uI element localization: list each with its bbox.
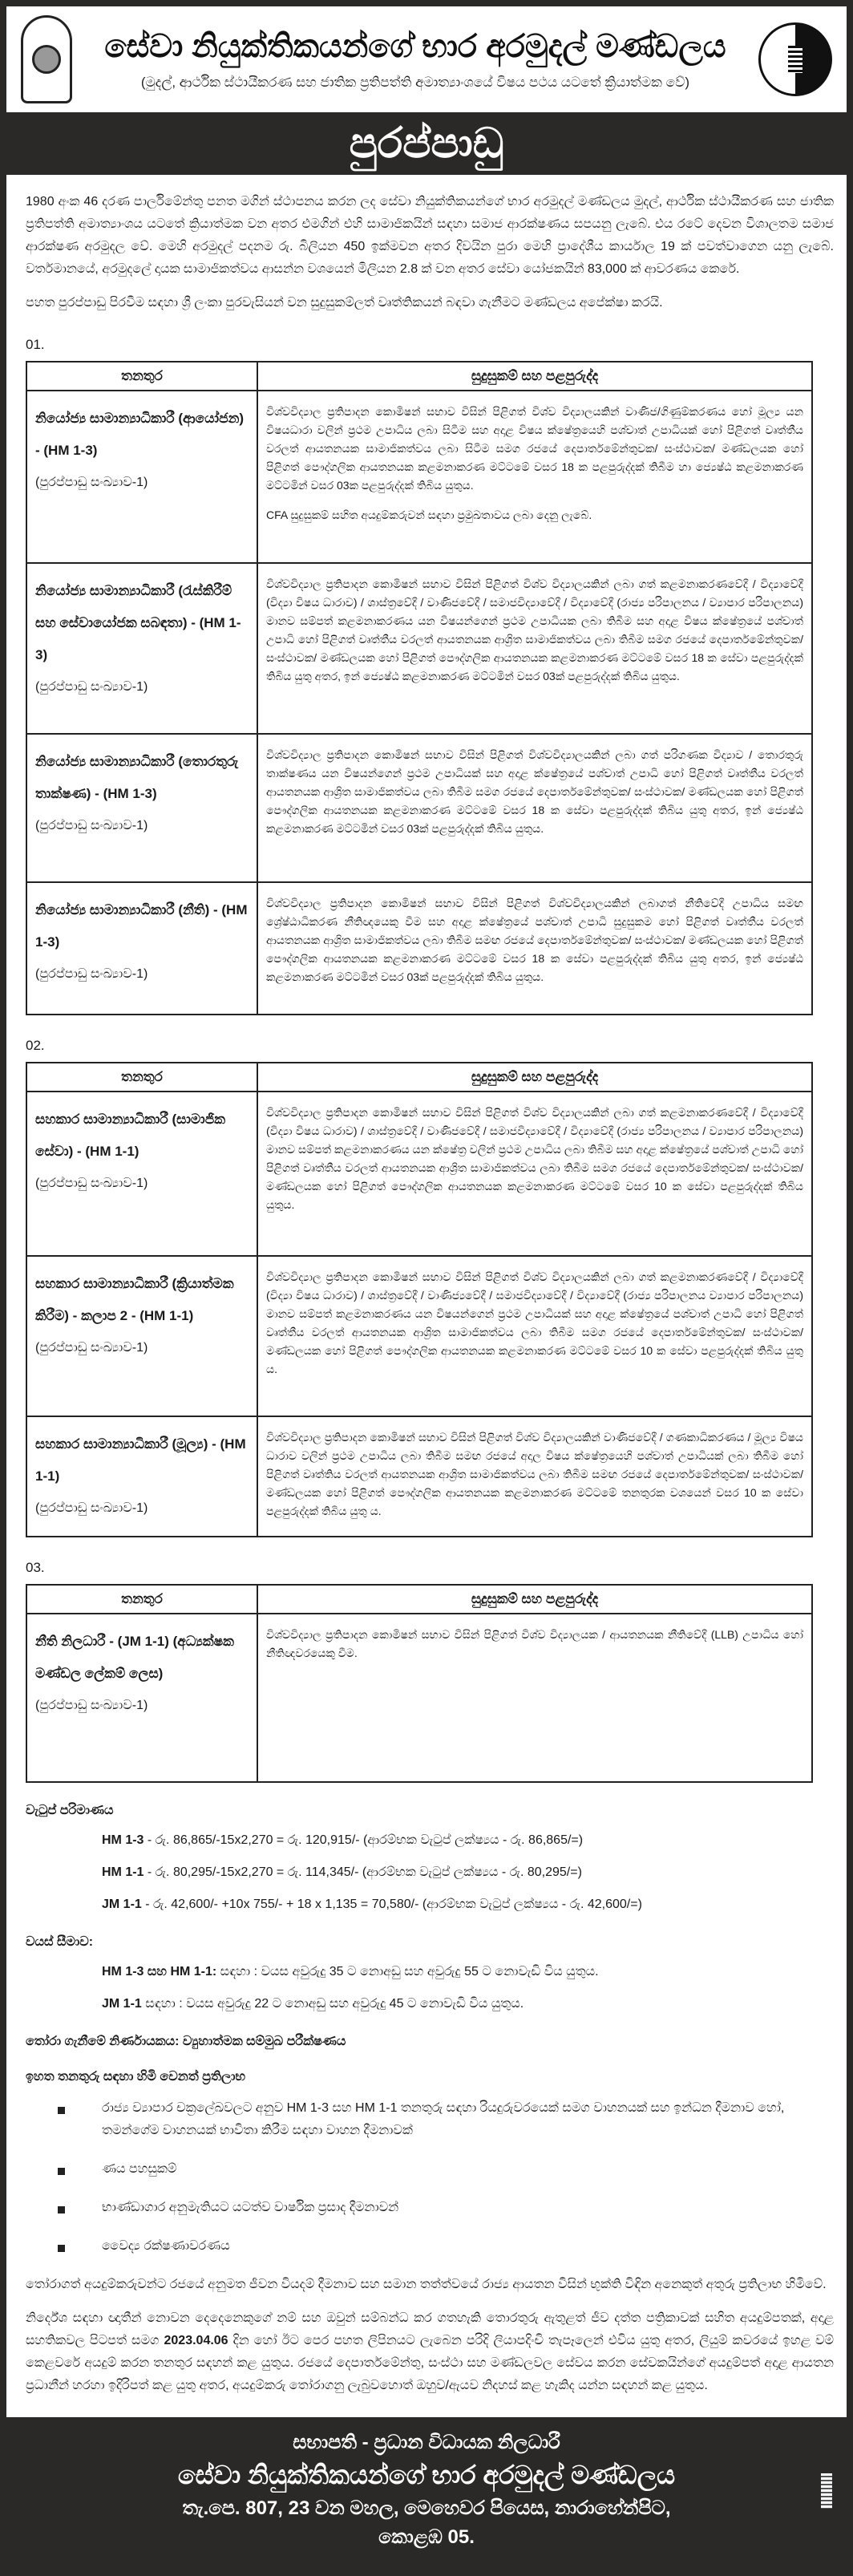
salary-line <box>102 1863 834 1882</box>
vacancy-count: (පුරප්පාඩු සංඛ්‍යාව-1) <box>35 967 148 981</box>
benefit-item: රාජ්‍ය ව්‍යාපාර චක්‍රලේඛවලට අනුව HM 1-3 සහ HM 1-1 තනතුරු සඳහා රියදුරුවරයෙක් සමග වාහනයක් සහ ඉන්ධන දීමනාව හෝ, තමන්ගේම වාහනයක් භාවිතා කිරීම සඳහා වාහන දීමනාවක් <box>58 2097 834 2142</box>
sri-lanka-emblem-icon <box>21 15 72 103</box>
section-number: 03. <box>26 1560 45 1575</box>
age-detail: සඳහා : වයස අවුරුදු 35 ට නොඅඩු සහ අවුරුදු 55 ට නොවැඩි විය යුතුය. <box>216 1965 599 1979</box>
vacancy-table <box>26 361 813 1015</box>
qualifications-text: විශ්වවිද්‍යාල ප්‍රතිපාදන කොමිෂන් සභාව විසින් පිළිගත් විශ්ව විද්‍යාලයකින් ලබා ගත් කළමනාකරණවේදී / විද්‍යාවේදී (විද්‍යා විෂය ධාරාව) / ශාස්ත්‍රවේදී / වාණිජවේදී / සමාජවිද්‍යාවේදී / විද්‍යාවේදී (රාජ්‍ය පරිපාලනය / ව්‍යාපාර පරිපාලනය) මානව සම්පත් කළමනාකරණය යන විෂයන්ගෙන් ප්‍රථම උපාධියක ලබා තිබීම සහ අදාළ විෂය ක්ෂේත්‍රයේ පශ්චාත් උපාධි හෝ පිළිගත් වෘත්තීය වරලත් ආයතනයක ආශ්‍රිත සාමාජිකත්වය ලබා තිබීම සමග රජයේ දෙපාර්තමේන්තුවක/ සංස්ථාවක/ මණ්ඩලයක හෝ පිළිගත් පෞද්ගලික ආයතනයක කළමනාකරණ මට්ටමේ වසර 18 ක සේවා පළපුරුද්දක් තිබිය යුතු අතර, ඉන් ජ්‍යෙෂ්ඨ කළමනාකරණ මට්ටමින් වසර 03ක් පළපුරුද්දක් තිබිය යුතුය. <box>266 577 803 682</box>
table-row <box>26 391 812 563</box>
column-header-position: තනතුර <box>26 1585 257 1614</box>
benefit-item: භාණ්ඩාගාර අනුමැතියට යටත්ව වාර්ෂික ප්‍රසාද දීමනාවන් <box>58 2197 834 2219</box>
table-row <box>26 1092 812 1256</box>
age-heading: වයස් සීමාව: <box>26 1935 94 1949</box>
position-cell <box>26 1092 257 1256</box>
qualifications-text: විශ්වවිද්‍යාල ප්‍රතිපාදන කොමිෂන් සභාව විසින් පිළිගත් විශ්ව විද්‍යාලයක / ආයතනයක නීතිවේදී (LLB) උපාධිය හෝ නීතිඥවරයෙකු වීම. <box>266 1628 803 1659</box>
position-title: නියෝජ්‍ය සාමාන්‍යාධිකාරී (තොරතුරු තාක්ෂණ) - (HM 1-3) <box>35 754 239 801</box>
age-grade: HM 1-3 සහ HM 1-1: <box>102 1965 217 1979</box>
salary-grade: HM 1-1 <box>102 1865 144 1879</box>
column-header-qualifications: සුදුසුකම් සහ පළපුරුද්ද <box>257 1585 812 1614</box>
position-cell <box>26 391 257 563</box>
vacancy-count: (පුරප්පාඩු සංඛ්‍යාව-1) <box>35 680 148 694</box>
vacancy-count: (පුරප්පාඩු සංඛ්‍යාව-1) <box>35 1341 148 1355</box>
salary-detail: - රු. 86,865/-15x2,270 = රු. 120,915/- (ආරම්භක වැටුප් ලක්ෂ්‍යය - රු. 86,865/=) <box>144 1833 584 1847</box>
qualifications-cell <box>257 1092 812 1256</box>
salary-detail: - රු. 42,600/- +10x 755/- + 18 x 1,135 = 70,580/- (ආරම්භක වැටුප් ලක්ෂ්‍යය - රු. 42,600/=) <box>141 1898 642 1911</box>
selection-criteria: තෝරා ගැනීමේ නිර්ණායකය: ව්‍යුහාත්මක සම්මුඛ පරීක්ෂණය <box>26 2035 346 2048</box>
column-header-qualifications: සුදුසුකම් සහ පළපුරුද්ද <box>257 362 812 391</box>
position-cell <box>26 882 257 1015</box>
vacancy-table <box>26 1584 813 1783</box>
position-title: නියෝජ්‍ය සාමාන්‍යාධිකාරී (නීති) - (HM 1-3) <box>35 902 248 950</box>
salary-detail: - රු. 80,295/-15x2,270 = රු. 114,345/- (ආරම්භක වැටුප් ලක්ෂ්‍යය - රු. 80,295/=) <box>144 1865 582 1879</box>
table-row <box>26 1614 812 1782</box>
salary-grade: JM 1-1 <box>102 1898 142 1911</box>
qualifications-text: විශ්වවිද්‍යාල ප්‍රතිපාදන කොමිෂන් සභාව විසින් පිළිගත් විශ්වවිද්‍යාලයකින් ලබාගත් නීතිවේදී උපාධිය සමඟ ශ්‍රේෂ්ඨාධිකරණ නීතිඥයෙකු වීම සහ අදාළ ක්ෂේත්‍රයේ පශ්චාත් උපාධි සුදුසුකම හෝ පිළිගත් වෘත්තීය වරලත් ආයතනයක ආශ්‍රිත සාමාජිකත්වය ලබා තිබීම සමඟ රජයේ දෙපාර්තමේන්තුවක/ සංස්ථාවක/ මණ්ඩලයක හෝ පිළිගත් පෞද්ගලික ආයතනයක කළමනාකරණ මට්ටමේ වසර 18 ක සේවා පළපුරුද්දක් තිබිය යුතු අතර, ඉන් ජ්‍යෙෂ්ඨ කළමනාකරණ මට්ටමින් වසර 03ක් පළපුරුද්දක් තිබිය යුතුය. <box>266 897 803 983</box>
footer-city: කොළඹ 05. <box>378 2526 475 2548</box>
invite-paragraph: පහත පුරප්පාඩු පිරවීම සඳහා ශ්‍රී ලංකා පුරවැසියන් වන සුදුසුකම්ලත් වෘත්තිකයන් බඳවා ගැනීමට මණ්ඩලය අපේක්ෂා කරයි. <box>26 296 663 310</box>
position-title: සහකාර සාමාන්‍යාධිකාරී (ක්‍රියාත්මක කිරීම) - කලාප 2 - (HM 1-1) <box>35 1276 234 1323</box>
position-title: නීති නිලධාරී - (JM 1-1) (අධ්‍යක්ෂක මණ්ඩල ලේකම් ලෙස) <box>35 1634 234 1681</box>
benefit-item: ණය පහසුකම් <box>58 2158 834 2181</box>
age-line <box>102 1995 834 2014</box>
column-header-position: තනතුර <box>26 1063 257 1092</box>
benefit-item: වෛද්‍ය රක්ෂණාවරණය <box>58 2235 834 2258</box>
closing-date: 2023.04.06 <box>164 2334 228 2347</box>
intro-paragraph: 1980 අංක 46 දරණ පාර්ලිමේන්තු පනත මගින් ස්ථාපනය කරන ලද සේවා නියුක්තිකයන්ගේ භාර අරමුදල් මණ්ඩලය මුදල්, ආර්ථික ස්ථායීකරණ සහ ජාතික ප්‍රතිපත්ති අමාත්‍යාංශය යටතේ ක්‍රියාත්මක වන අතර එමගින් එහි සාමාජිකයින් සඳහා සමාජ ආරක්ෂණය සපයනු ලැබේ. එය රටේ දෙවන විශාලතම සමාජ ආරක්ෂණ අරමුදල වේ. මෙහි අරමුදල් පදනම රු. බිලියන 450 ඉක්මවන අතර දිවයින පුරා මෙහි ප්‍රාදේශීය කාර්යාල 19 ක් පවත්වාගෙන යනු ලැබේ. වර්තමානයේ, අරමුදලේ දායක සාමාජිකත්වය ආසන්න වශයෙන් මිලියන 2.8 ක් වන අතර සේවා යෝජකයින් 83,000 ක් ආවරණය කෙරේ. <box>26 195 834 276</box>
position-cell <box>26 1256 257 1416</box>
section-number: 01. <box>26 337 45 352</box>
benefits-heading: ඉහත තනතුරු සඳහා හිමි වෙනත් ප්‍රතිලාභ <box>26 2070 246 2084</box>
other-benefits: තෝරාගත් අයදුම්කරුවන්ට රජයේ අනුමත ජීවන වියදම් දීමනාව සහ සමාන තත්ත්වයේ රාජ්‍ය ආයතන විසින් භුක්ති විඳින අනෙකුත් අතුරු ප්‍රතිලාභ හිමිවේ. <box>26 2278 827 2291</box>
position-title: නියෝජ්‍ය සාමාන්‍යාධිකාරී (ආයෝජන) - (HM 1-3) <box>35 411 245 458</box>
vacancy-count: (පුරප්පාඩු සංඛ්‍යාව-1) <box>35 1699 148 1712</box>
qualifications-cell <box>257 1256 812 1416</box>
salary-line <box>102 1831 834 1850</box>
qualifications-text: විශ්වවිද්‍යාල ප්‍රතිපාදන කොමිෂන් සභාව විසින් පිළිගත් විශ්ව විද්‍යාලයකින් වාණිජ/ගිණුම්කරණය හෝ මූල්‍ය යන විෂයධාරා වලින් ප්‍රථම උපාධිය ලබා සිටීම සහ අදාළ විෂය ක්ෂේත්‍රයෙහි පශ්චාත් උපාධියක් හෝ පිළිගත් වෘත්තීය වරලත් ආයතනයක සාමාජිකත්වය ලබා සිටීම සමග රජයේ දෙපාර්තමේන්තුවක/ සංස්ථාවක/ මණ්ඩලයක හෝ පිළිගත් පෞද්ගලික ආයතනයක කළමනාකරණ මට්ටමේ වසර 18 ක පළපුරුද්දක් තිබීම හා ජ්‍යෙෂ්ඨ කළමනාකරණ මට්ටමින් වසර 03ක පළපුරුද්දක් තිබිය යුතුය. <box>266 405 803 492</box>
vacancy-count: (පුරප්පාඩු සංඛ්‍යාව-1) <box>35 1177 148 1190</box>
position-title: සහකාර සාමාන්‍යාධිකාරී (සාමාජික සේවා) - (HM 1-1) <box>35 1112 226 1159</box>
salary-line <box>102 1895 834 1914</box>
qualifications-text: විශ්වවිද්‍යාල ප්‍රතිපාදන කොමිෂන් සභාව විසින් පිළිගත් විශ්වවිද්‍යාලයකින් ලබා ගත් පරිගණක විද්‍යාව / තොරතුරු තාක්ෂණය යන විෂයන්ගෙන් ප්‍රථම උපාධියක් සහ අදාළ ක්ෂේත්‍රයේ පශ්චාත් උපාධි හෝ පිළිගත් වෘත්තීය වරලත් ආයතනයක ආශ්‍රිත සාමාජිකත්වය ලබා තිබීම සමග රජයේ දෙපාර්තමේන්තුවක/ සංස්ථාවක/ මණ්ඩලයක හෝ පිළිගත් පෞද්ගලික ආයතනයක කළමනාකරණ මට්ටමේ වසර 18 ක සේවා පළපුරුද්දක් තිබිය යුතු අතර, ඉන් ජ්‍යෙෂ්ඨ කළමනාකරණ මට්ටමින් වසර 03ක් පළපුරුද්දක් තිබිය යුතුය. <box>266 748 803 835</box>
table-row <box>26 1256 812 1416</box>
benefits-list <box>58 2097 834 2258</box>
vacancy-table <box>26 1062 813 1537</box>
qualifications-cell <box>257 734 812 882</box>
position-cell <box>26 1614 257 1782</box>
column-header-qualifications: සුදුසුකම් සහ පළපුරුද්ද <box>257 1063 812 1092</box>
position-cell <box>26 1416 257 1537</box>
vacancies-banner: පුරප්පාඩු <box>349 119 504 167</box>
qualifications-cell <box>257 391 812 563</box>
header-subtitle: (මුදල්, ආර්ථික ස්ථායීකරණ සහ ජාතික ප්‍රතිපත්ති අමාත්‍යාංශයේ විෂය පථය යටතේ ක්‍රියාත්මක වේ) <box>140 74 690 90</box>
position-cell <box>26 734 257 882</box>
footer-org: සේවා නියුක්තිකයන්ගේ භාර අරමුදල් මණ්ඩලය <box>177 2461 676 2489</box>
age-grade: JM 1-1 <box>102 1997 142 2011</box>
qualifications-cell <box>257 563 812 734</box>
salary-heading: වැටුප් පරිමාණය <box>26 1804 114 1817</box>
qualifications-text: විශ්වවිද්‍යාල ප්‍රතිපාදන කොමිෂන් සභාව විසින් පිළිගත් විශ්ව විද්‍යාලයකින් ලබා ගත් කළමනාකරණවේදී / විද්‍යාවේදී (විද්‍යා විෂය ධාරාව) / ශාස්ත්‍රවේදී / වාණිජ්‍යවේදී / සමාජවිද්‍යාවේදී / විද්‍යාවේදී (රාජ්‍ය පරිපාලනය ව්‍යාපාර පරිපාලනය) මානව සම්පත් කළමනාකරණය යන විෂයන්ගෙන් ප්‍රථම උපාධියක් සහ අදාළ ක්ෂේත්‍රයේ පශ්චාත් උපාධි හෝ පිළිගත් වෘත්තීය වරලත් ආයතනයක ආශ්‍රිත සාමාජිකත්වය ලබා තිබීම සමග රජයේ දෙපාර්තමේන්තුවක/ සංස්ථාවක/ මණ්ඩලයක හෝ පිළිගත් පෞද්ගලික ආයතනයක කළමනාකරණ මට්ටමේ වසර 10 ක සේවා පළපුරුද්දක් තිබිය යුතු ය. <box>266 1270 803 1375</box>
qualifications-note: CFA සුදුසුකම් සහිත අයදුම්කරුවන් සඳහා ප්‍රමුඛතාවය ලබා දෙනු ලැබේ. <box>266 508 592 521</box>
qualifications-text: විශ්වවිද්‍යාල ප්‍රතිපාදන කොමිෂන් සභාව විසින් පිළිගත් විශ්ව විද්‍යාලයකින් ලබා ගත් කළමනාකරණවේදී / විද්‍යාවේදී (විද්‍යා විෂය ධාරාව) / ශාස්ත්‍රවේදී / වාණිජවේදී / සමාජවිද්‍යාවේදී / විද්‍යාවේදී (රාජ්‍ය පරිපාලනය / ව්‍යාපාර පරිපාලනය) මානව සම්පත් කළමනාකරණය යන ක්ෂේත්‍ර වලින් ප්‍රථම උපාධිය ලබා තිබීම සහ අදාළ ක්ෂේත්‍රයේ පශ්චාත් උපාධි හෝ පිළිගත් වෘත්තීය වරලත් ආයතනයක ආශ්‍රිත සාමාජිකත්වය ලබා තිබීම සමග රජයේ දෙපාර්තමේන්තුවක/ සංස්ථාවක/ මණ්ඩලයක හෝ පිළිගත් පෞද්ගලික ආයතනයක කළමනාකරණ මට්ටමේ වසර 10 ක සේවා පළපුරුද්දක් තිබිය යුතුය. <box>266 1106 803 1211</box>
qualifications-cell <box>257 1614 812 1782</box>
footer-address: තැ.පෙ. 807, 23 වන මහල, මෙහෙවර පියෙස, නාරාහේන්පිට, <box>182 2497 671 2519</box>
table-row <box>26 563 812 734</box>
table-row <box>26 1416 812 1537</box>
position-cell <box>26 563 257 734</box>
vacancy-count: (පුරප්පාඩු සංඛ්‍යාව-1) <box>35 819 148 832</box>
column-header-position: තනතුර <box>26 362 257 391</box>
age-detail: සඳහා : වයස අවුරුදු 22 ට නොඅඩු සහ අවුරුදු 45 ට නොවැඩි විය යුතුය. <box>141 1997 524 2011</box>
qualifications-text: විශ්වවිද්‍යාල ප්‍රතිපාදන කොමිෂන් සභාව විසින් පිළිගත් විශ්ව විද්‍යාලයකින් වාණිජවේදී / ගණකාධිකරණය / මූල්‍ය විෂය ධාරාව වලින් ප්‍රථම උපාධිය ලබා තිබීම සමඟ රජයේ අදාල විෂය ක්ෂේත්‍රයෙහි පශ්චාත් උපාධියක් ලබා තිබීම හෝ පිළිගත් වෘත්තිය වරලත් ආයතනයක ආශ්‍රිත සාමාජිකත්වය ලබා තිබීම සමඟ රජයේ දෙපාර්තමේන්තුවක/ සංස්ථාවක/ මණ්ඩලයක හෝ පිළිගත් පෞද්ගලික ආයතනයක කළමනාකරණ මට්ටමේ තනතුරක වශයෙන් වසර 10 ක සේවා පළපුරුද්දක් තිබිය යුතු ය. <box>266 1431 803 1517</box>
code-mark-icon <box>821 2473 832 2509</box>
apply-instructions: නිර්දේශ සඳහා ඥාතීන් නොවන දෙදෙනෙකුගේ නම් සහ ඔවුන් සම්බන්ධ කර ගතහැකි තොරතුරු ඇතුළත් ජීව දත්ත පත්‍රිකාවක් සහිත අයදුම්පතක්, අදාළ සහතිකවල පිටපත් සමග 2023.04.06 දින හෝ ඊට පෙර පහත ලිපිනයට ලැබෙන පරිදි ලියාපදිංචි තැපෑලෙන් එවිය යුතු අතර, ලියුම් කවරයේ ඉහළ වම් කෙළවරේ අයදුම් කරන තනතුර සඳහන් කළ යුතුය. රජයේ දෙපාර්තමේන්තු, සංස්ථා සහ මණ්ඩලවල සේවය කරන සේවකයින්ගේ අයදුම්පත් අදාළ ආයතන ප්‍රධානීන් හරහා ඉදිරිපත් කළ යුතු අතර, අයදුම්කරු තෝරාගනු ලැබුවහොත් ඔහුව/ඇයව නිදහස් කළ හැකිද යන්න සඳහන් කළ යුතුය. <box>26 2311 834 2392</box>
position-title: සහකාර සාමාන්‍යාධිකාරී (මූල්‍ය) - (HM 1-1) <box>35 1436 246 1484</box>
position-title: නියෝජ්‍ය සාමාන්‍යාධිකාරී (රැස්කිරීම් සහ සේවායෝජක සබඳතා) - (HM 1-3) <box>35 583 241 662</box>
main-content <box>6 175 847 2417</box>
header <box>6 6 847 112</box>
vacancy-count: (පුරප්පාඩු සංඛ්‍යාව-1) <box>35 1501 148 1515</box>
age-line <box>102 1962 834 1982</box>
qualifications-cell <box>257 882 812 1015</box>
footer-designation: සභාපති - ප්‍රධාන විධායක නිලධාරී <box>293 2432 560 2453</box>
table-row <box>26 734 812 882</box>
footer <box>6 2417 847 2549</box>
vacancy-count: (පුරප්පාඩු සංඛ්‍යාව-1) <box>35 476 148 489</box>
header-title: සේවා නියුක්තිකයන්ගේ භාර අරමුදල් මණ්ඩලය <box>104 28 726 64</box>
section-number: 02. <box>26 1038 45 1053</box>
etf-logo-icon <box>758 22 832 96</box>
qualifications-cell <box>257 1416 812 1537</box>
salary-grade: HM 1-3 <box>102 1833 144 1847</box>
table-row <box>26 882 812 1015</box>
